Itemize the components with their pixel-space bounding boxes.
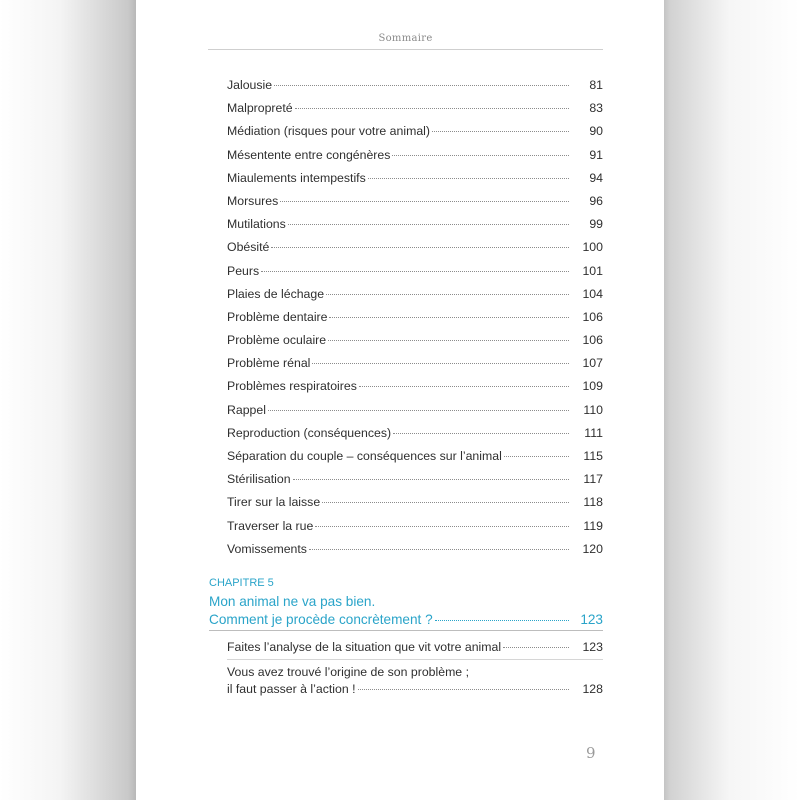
toc-entry-title: Mutilations: [227, 217, 286, 232]
chapter-title-line1: Mon animal ne va pas bien.: [209, 594, 376, 609]
subsection-title-line1: Vous avez trouvé l’origine de son problème ;: [227, 665, 469, 679]
toc-entry-page: 101: [582, 263, 603, 278]
dot-leader: [295, 108, 569, 109]
toc-entry: [227, 426, 603, 449]
toc-entry-page: 106: [582, 333, 603, 348]
toc-entry-page: 106: [582, 309, 603, 324]
toc-entry-page: 109: [582, 379, 603, 394]
dot-leader: [328, 340, 569, 341]
dot-leader: [261, 271, 569, 272]
toc-entry: [227, 78, 603, 101]
toc-entry-page: 96: [589, 193, 603, 208]
chapter-title-line2-row: [209, 611, 603, 629]
toc-entry: [227, 403, 603, 426]
dot-leader: [503, 647, 569, 648]
toc-entry-title: Problème rénal: [227, 356, 311, 371]
toc-list: [227, 78, 603, 565]
subsection-page: 128: [582, 682, 603, 696]
toc-entry-title: Stérilisation: [227, 472, 291, 487]
toc-entry-title: Plaies de léchage: [227, 286, 325, 301]
chapter-page: 123: [580, 612, 603, 627]
page-number: 9: [586, 744, 596, 762]
book-gutter-shadow-left: [0, 0, 136, 800]
subsection-row: [227, 682, 603, 699]
toc-entry: [227, 333, 603, 356]
toc-entry-page: 119: [583, 518, 603, 533]
toc-entry-title: Vomissements: [227, 541, 307, 556]
toc-entry: [227, 240, 603, 263]
toc-entry-title: Tirer sur la laisse: [227, 495, 321, 510]
toc-entry: [227, 495, 603, 518]
dot-leader: [274, 85, 569, 86]
dot-leader: [368, 178, 569, 179]
toc-entry-page: 81: [589, 78, 603, 92]
toc-entry-title: Peurs: [227, 263, 260, 278]
toc-entry-title: Problème dentaire: [227, 309, 328, 324]
dot-leader: [358, 689, 570, 690]
toc-entry: [227, 171, 603, 194]
toc-entry: [227, 379, 603, 402]
dot-leader: [268, 410, 569, 411]
toc-entry-title: Rappel: [227, 402, 266, 417]
dot-leader: [293, 479, 569, 480]
dot-leader: [432, 131, 569, 132]
dot-leader: [359, 386, 569, 387]
toc-entry-page: 107: [582, 356, 603, 371]
toc-entry: [227, 287, 603, 310]
toc-entry-title: Traverser la rue: [227, 518, 314, 533]
toc-entry-page: 110: [583, 402, 603, 417]
toc-entry: [227, 101, 603, 124]
toc-entry: [227, 217, 603, 240]
dot-leader: [312, 363, 569, 364]
toc-entry-title: Problème oculaire: [227, 333, 327, 348]
toc-entry-title: Reproduction (conséquences): [227, 425, 392, 440]
header-rule: [208, 49, 603, 50]
dot-leader: [329, 317, 569, 318]
book-page: [136, 0, 664, 800]
subsection-row: [227, 640, 603, 657]
toc-entry-page: 91: [589, 147, 603, 162]
book-gutter-shadow-right: [664, 0, 800, 800]
toc-entry: [227, 519, 603, 542]
toc-entry: [227, 449, 603, 472]
toc-entry-title: Séparation du couple – conséquences sur l’animal: [227, 449, 502, 463]
dot-leader: [322, 502, 569, 503]
dot-leader: [326, 294, 569, 295]
toc-entry-page: 117: [583, 472, 603, 487]
toc-entry: [227, 472, 603, 495]
chapter-title: [209, 593, 603, 629]
dot-leader: [504, 456, 569, 457]
toc-entry-page: 83: [589, 101, 603, 116]
toc-entry-title: Obésité: [227, 240, 270, 255]
toc-entry-title: Miaulements intempestifs: [227, 170, 366, 185]
dot-leader: [435, 620, 569, 621]
dot-leader: [280, 201, 569, 202]
toc-entry-title: Morsures: [227, 193, 279, 208]
toc-entry-title: Médiation (risques pour votre animal): [227, 124, 430, 139]
subsection-row: [227, 665, 603, 682]
toc-entry-page: 120: [582, 541, 603, 556]
toc-entry-title: Mésentente entre congénères: [227, 147, 391, 162]
toc-entry-page: 94: [589, 170, 603, 185]
chapter-title-line2: Comment je procède concrètement ?: [209, 612, 433, 627]
chapter-rule: [209, 630, 603, 631]
running-header: Sommaire: [378, 33, 433, 44]
dot-leader: [392, 155, 569, 156]
dot-leader: [309, 549, 569, 550]
toc-entry-page: 90: [589, 124, 603, 139]
subsection-title-line2: il faut passer à l’action !: [227, 682, 356, 696]
toc-entry: [227, 542, 603, 565]
dot-leader: [315, 526, 569, 527]
subsection-page: 123: [582, 640, 603, 654]
toc-entry-page: 115: [583, 449, 603, 463]
subsection-title: Faites l’analyse de la situation que vit votre animal: [227, 640, 502, 654]
toc-entry-page: 104: [582, 286, 603, 301]
toc-entry-page: 100: [582, 240, 603, 255]
toc-entry: [227, 264, 603, 287]
toc-entry: [227, 310, 603, 333]
toc-entry-title: Malpropreté: [227, 101, 293, 116]
subsection-entry: [227, 665, 603, 699]
toc-entry-page: 118: [583, 495, 603, 510]
toc-entry: [227, 356, 603, 379]
subsection-entry: [227, 640, 603, 657]
toc-entry-title: Jalousie: [227, 78, 273, 92]
chapter-label: CHAPITRE 5: [209, 577, 274, 589]
subsection-rule: [227, 659, 603, 660]
toc-entry: [227, 148, 603, 171]
toc-entry-page: 111: [584, 425, 603, 440]
dot-leader: [288, 224, 569, 225]
toc-entry: [227, 194, 603, 217]
dot-leader: [271, 247, 569, 248]
toc-entry: [227, 124, 603, 147]
dot-leader: [393, 433, 569, 434]
toc-entry-title: Problèmes respiratoires: [227, 379, 357, 394]
toc-entry-page: 99: [589, 217, 603, 232]
